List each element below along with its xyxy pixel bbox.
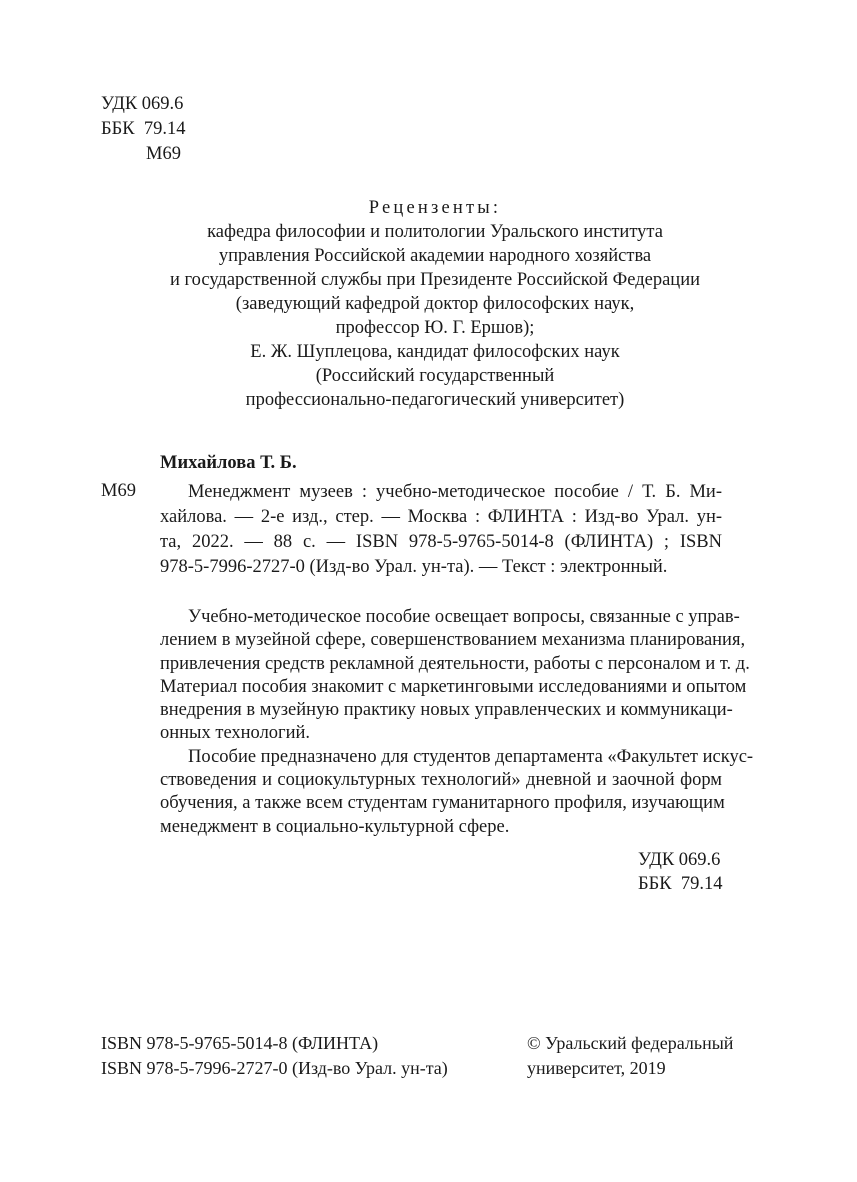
annotation-line: внедрения в музейную практику новых управленческих и коммуникаци-	[160, 700, 733, 721]
reviewers-block	[130, 196, 740, 412]
annotation-line: менеджмент в социально-культурной сфере.	[160, 816, 510, 837]
reviewer-line: Е. Ж. Шуплецова, кандидат философских наук	[250, 342, 620, 362]
reviewer-line: профессор Ю. Г. Ершов);	[335, 318, 535, 338]
copyright-notice	[527, 1031, 733, 1081]
reviewer-line: и государственной службы при Президенте Российской Федерации	[170, 270, 700, 290]
isbn-line: ISBN 978-5-9765-5014-8 (ФЛИНТА)	[101, 1033, 379, 1053]
annotation-line: лением в музейной сфере, совершенствованием механизма планирования,	[160, 630, 746, 651]
annotation-line: ствоведения и социокультурных технологий» дневной и заочной форм	[160, 770, 722, 791]
copyright-line: университет, 2019	[527, 1058, 666, 1078]
author-mark: М69	[146, 144, 181, 164]
udk-code: УДК 069.6	[101, 94, 184, 114]
isbn-block	[101, 1031, 448, 1081]
annotation-line: Материал пособия знакомит с маркетинговыми исследованиями и опытом	[160, 676, 747, 697]
bibliographic-record	[160, 480, 722, 580]
reviewer-line: профессионально-педагогический университет)	[245, 390, 625, 410]
isbn-line: ISBN 978-5-7996-2727-0 (Изд-во Урал. ун-та)	[101, 1058, 448, 1078]
reviewer-line: (Российский государственный	[315, 366, 555, 386]
reviewers-heading: Рецензенты:	[368, 198, 502, 218]
annotation-line: Учебно-методическое пособие освещает вопросы, связанные с управ-	[188, 607, 740, 627]
bbk-code: ББК 79.14	[638, 874, 723, 894]
classification-block-bottom	[638, 848, 722, 896]
reviewer-line: кафедра философии и политологии Уральского института	[207, 222, 663, 242]
copyright-line: © Уральский федеральный	[527, 1033, 734, 1053]
reviewer-line: (заведующий кафедрой доктор философских наук,	[235, 294, 635, 314]
classification-block-top	[101, 92, 185, 167]
author-mark-biblio: М69	[101, 481, 136, 501]
biblio-line: хайлова. — 2-е изд., стер. — Москва : ФЛИНТА : Изд-во Урал. ун-	[160, 507, 722, 527]
biblio-line: Менеджмент музеев : учебно-методическое пособие / Т. Б. Ми-	[188, 482, 722, 502]
reviewer-line: управления Российской академии народного хозяйства	[218, 246, 652, 266]
annotation	[160, 606, 754, 839]
annotation-line: Пособие предназначено для студентов департамента «Факультет искус-	[188, 746, 754, 767]
biblio-line: та, 2022. — 88 с. — ISBN 978-5-9765-5014-8 (ФЛИНТА) ; ISBN	[160, 532, 722, 552]
annotation-line: обучения, а также всем студентам гуманитарного профиля, изучающим	[160, 793, 725, 814]
annotation-line: привлечения средств рекламной деятельности, работы с персоналом и т. д.	[160, 653, 750, 674]
biblio-line: 978-5-7996-2727-0 (Изд-во Урал. ун-та). — Текст : электронный.	[160, 557, 668, 577]
annotation-line: онных технологий.	[160, 723, 311, 744]
udk-code: УДК 069.6	[638, 850, 721, 870]
book-author: Михайлова Т. Б.	[160, 453, 297, 473]
bbk-code: ББК 79.14	[101, 119, 186, 139]
